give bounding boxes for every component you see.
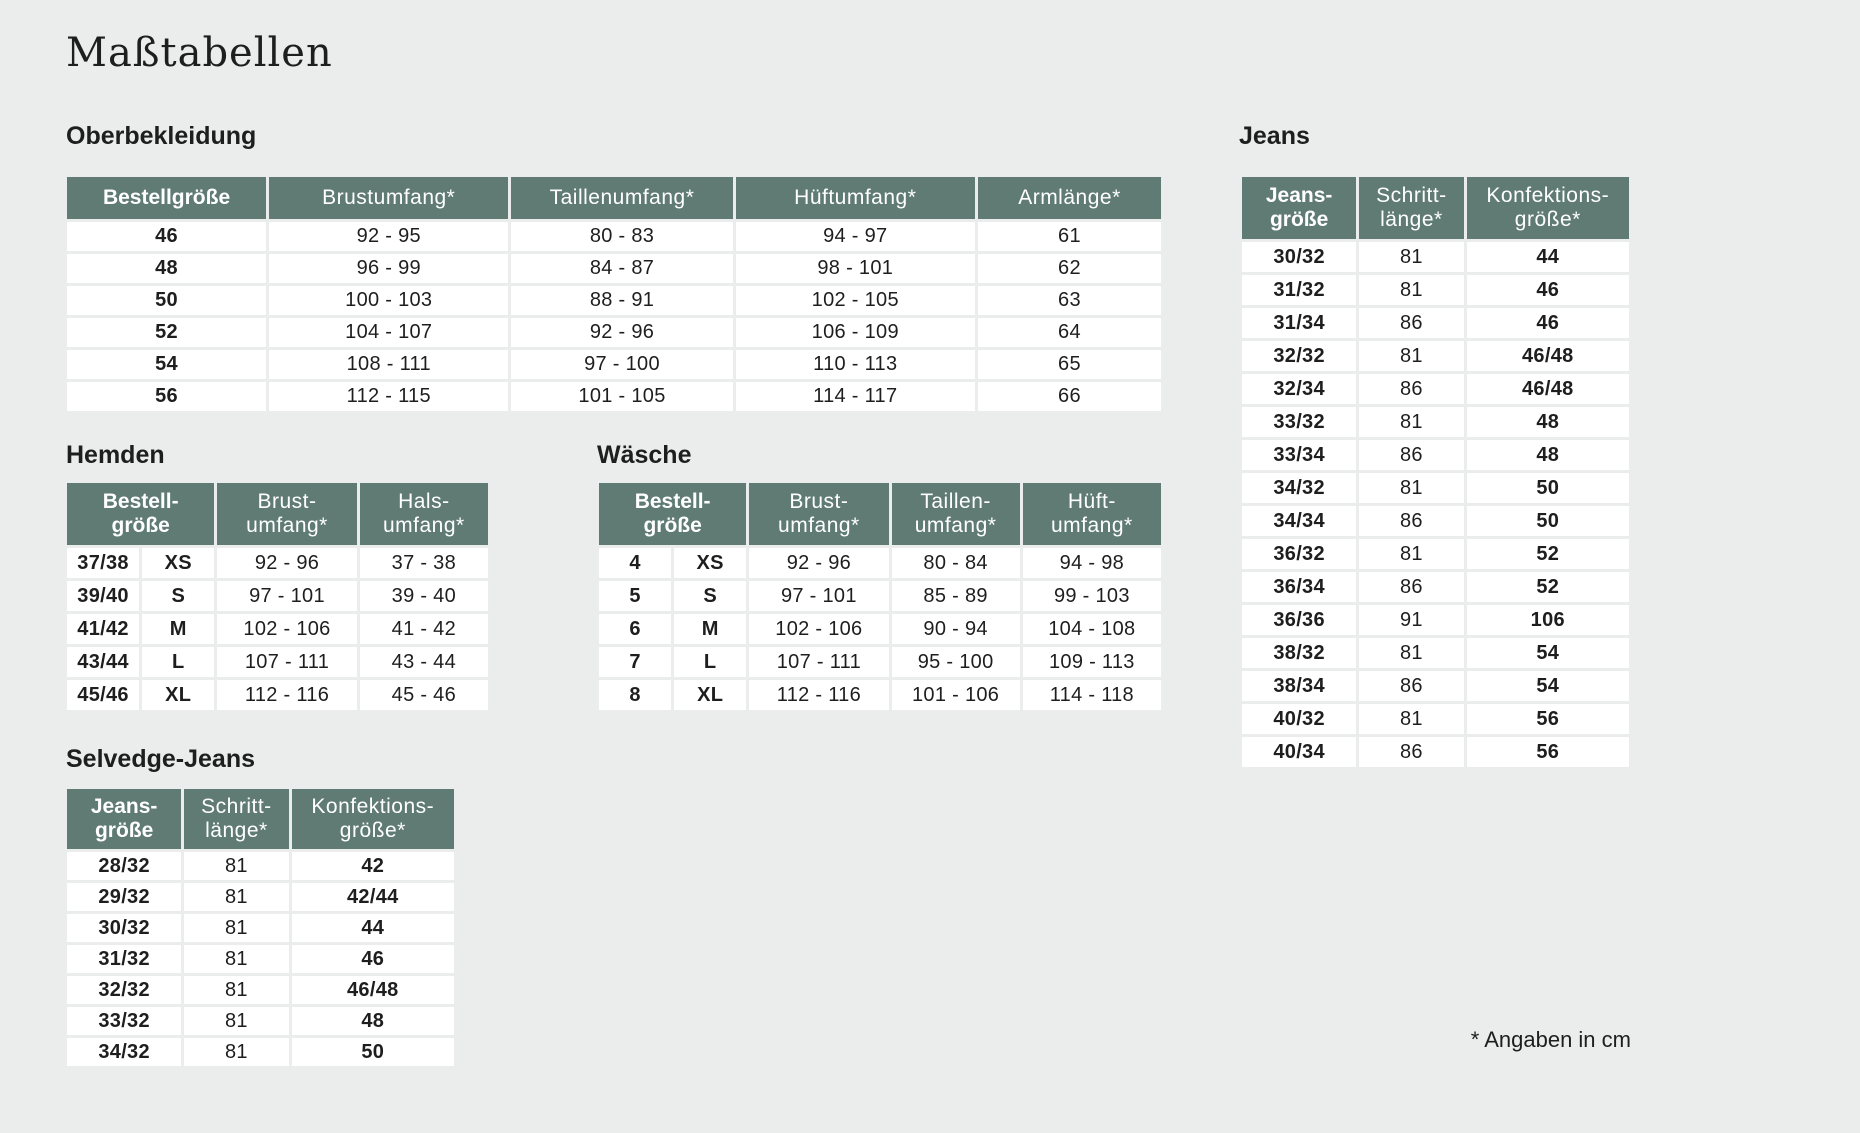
table-row [1242,539,1629,569]
table-row [67,548,488,578]
table-row [67,286,1161,315]
header-jeansgroesse: Jeans- größe [1242,177,1356,239]
table-cell: 84 - 87 [511,254,732,283]
table-cell: 38/34 [1242,671,1356,701]
table-cell: XS [142,548,214,578]
table-row [1242,308,1629,338]
header-bestellgroesse: Bestellgröße [67,177,266,219]
section-title-selvedge-jeans: Selvedge-Jeans [66,745,255,773]
header-brustumfang: Brust- umfang* [217,483,356,545]
header-bestellgroesse: Bestell- größe [67,483,214,545]
table-cell: 54 [1467,638,1629,668]
table-cell: 81 [1359,341,1463,371]
table-cell: 48 [292,1007,454,1035]
table-cell: 31/34 [1242,308,1356,338]
table-row [599,548,1161,578]
header-konfektionsgroesse: Konfektions- größe* [1467,177,1629,239]
table-cell: 106 [1467,605,1629,635]
header-jeansgroesse: Jeans- größe [67,789,181,849]
table-cell: 56 [1467,704,1629,734]
table-row [1242,506,1629,536]
table-cell: 33/32 [1242,407,1356,437]
table-row [67,222,1161,251]
table-row [599,581,1161,611]
table-cell: 4 [599,548,671,578]
table-cell: 50 [292,1038,454,1066]
table-cell: L [142,647,214,677]
table-cell: 48 [67,254,266,283]
table-cell: 52 [67,318,266,347]
table-row [67,254,1161,283]
header-schrittlaenge: Schritt- länge* [184,789,288,849]
table-cell: 86 [1359,737,1463,767]
table-cell: 81 [1359,242,1463,272]
page-title: Maßtabellen [66,30,333,76]
table-row [1242,374,1629,404]
table-cell: S [674,581,746,611]
table-row [67,680,488,710]
table-cell: 104 - 108 [1023,614,1161,644]
table-cell: 5 [599,581,671,611]
table-cell: 50 [67,286,266,315]
table-cell: 102 - 106 [217,614,356,644]
table-cell: 46/48 [1467,374,1629,404]
table-cell: 62 [978,254,1161,283]
table-row [1242,440,1629,470]
table-cell: 108 - 111 [269,350,508,379]
table-oberbekleidung [64,174,1164,414]
table-cell: 44 [1467,242,1629,272]
table-cell: 99 - 103 [1023,581,1161,611]
table-cell: 50 [1467,473,1629,503]
table-cell: 107 - 111 [749,647,888,677]
table-cell: 36/32 [1242,539,1356,569]
table-row [599,647,1161,677]
table-cell: 104 - 107 [269,318,508,347]
table-cell: 86 [1359,308,1463,338]
table-cell: 45/46 [67,680,139,710]
table-row [67,914,454,942]
table-row [1242,407,1629,437]
table-row [67,945,454,973]
table-cell: 102 - 106 [749,614,888,644]
table-cell: 42 [292,852,454,880]
table-cell: 48 [1467,440,1629,470]
table-cell: 41 - 42 [360,614,488,644]
table-cell: 34/34 [1242,506,1356,536]
table-jeans [1239,174,1632,770]
table-cell: 64 [978,318,1161,347]
table-cell: 32/34 [1242,374,1356,404]
table-row [67,382,1161,411]
table-cell: 46/48 [292,976,454,1004]
header-taillenumfang: Taillenumfang* [511,177,732,219]
section-title-jeans: Jeans [1239,122,1310,150]
table-cell: 100 - 103 [269,286,508,315]
table-row [1242,671,1629,701]
table-cell: 40/34 [1242,737,1356,767]
table-cell: 102 - 105 [736,286,975,315]
table-cell: 39 - 40 [360,581,488,611]
table-cell: 38/32 [1242,638,1356,668]
table-cell: 114 - 118 [1023,680,1161,710]
table-cell: XL [142,680,214,710]
table-cell: 86 [1359,671,1463,701]
table-cell: 81 [1359,638,1463,668]
table-row [67,581,488,611]
table-cell: 28/32 [67,852,181,880]
table-cell: 94 - 97 [736,222,975,251]
table-cell: 6 [599,614,671,644]
table-cell: 112 - 115 [269,382,508,411]
table-cell: 45 - 46 [360,680,488,710]
table-cell: L [674,647,746,677]
section-title-oberbekleidung: Oberbekleidung [66,122,257,150]
table-row [67,350,1161,379]
table-cell: M [674,614,746,644]
table-cell: 7 [599,647,671,677]
table-cell: S [142,581,214,611]
header-konfektionsgroesse: Konfektions- größe* [292,789,454,849]
table-cell: 48 [1467,407,1629,437]
table-cell: 34/32 [1242,473,1356,503]
footnote-units: * Angaben in cm [1470,1027,1631,1052]
table-cell: 81 [184,883,288,911]
table-waesche [596,480,1164,713]
table-cell: 31/32 [1242,275,1356,305]
table-cell: 56 [1467,737,1629,767]
table-cell: 91 [1359,605,1463,635]
table-cell: 92 - 96 [749,548,888,578]
table-row [1242,638,1629,668]
table-cell: XL [674,680,746,710]
table-cell: 43/44 [67,647,139,677]
table-cell: 97 - 101 [217,581,356,611]
table-cell: 114 - 117 [736,382,975,411]
table-cell: 110 - 113 [736,350,975,379]
table-row [1242,242,1629,272]
table-cell: 66 [978,382,1161,411]
table-cell: 85 - 89 [892,581,1020,611]
table-cell: M [142,614,214,644]
table-row [67,1007,454,1035]
table-cell: 31/32 [67,945,181,973]
table-cell: 44 [292,914,454,942]
table-cell: 81 [184,914,288,942]
table-cell: 95 - 100 [892,647,1020,677]
section-title-waesche: Wäsche [597,441,692,469]
table-cell: 98 - 101 [736,254,975,283]
section-title-hemden: Hemden [66,441,165,469]
table-cell: 92 - 96 [217,548,356,578]
table-cell: 39/40 [67,581,139,611]
table-cell: 112 - 116 [749,680,888,710]
table-cell: 54 [67,350,266,379]
table-cell: 32/32 [67,976,181,1004]
header-armlaenge: Armlänge* [978,177,1161,219]
table-row [599,680,1161,710]
table-cell: 86 [1359,572,1463,602]
header-halsumfang: Hals- umfang* [360,483,488,545]
table-hemden [64,480,491,713]
table-cell: 43 - 44 [360,647,488,677]
table-cell: 40/32 [1242,704,1356,734]
table-cell: 107 - 111 [217,647,356,677]
table-cell: 41/42 [67,614,139,644]
table-row [1242,275,1629,305]
table-cell: 94 - 98 [1023,548,1161,578]
table-cell: 81 [1359,704,1463,734]
table-cell: 81 [1359,539,1463,569]
table-cell: XS [674,548,746,578]
header-brustumfang: Brustumfang* [269,177,508,219]
table-cell: 92 - 96 [511,318,732,347]
header-taillenumfang: Taillen- umfang* [892,483,1020,545]
table-cell: 101 - 106 [892,680,1020,710]
table-row [1242,572,1629,602]
table-cell: 34/32 [67,1038,181,1066]
table-cell: 46 [1467,308,1629,338]
table-row [1242,704,1629,734]
header-bestellgroesse: Bestell- größe [599,483,746,545]
table-cell: 8 [599,680,671,710]
table-cell: 109 - 113 [1023,647,1161,677]
header-brustumfang: Brust- umfang* [749,483,888,545]
table-row [67,614,488,644]
table-cell: 86 [1359,374,1463,404]
table-cell: 81 [184,852,288,880]
table-row [67,852,454,880]
table-selvedge-jeans [64,786,457,1069]
table-cell: 106 - 109 [736,318,975,347]
table-cell: 30/32 [67,914,181,942]
table-cell: 81 [184,945,288,973]
table-cell: 88 - 91 [511,286,732,315]
table-cell: 81 [1359,407,1463,437]
table-cell: 80 - 83 [511,222,732,251]
table-row [1242,605,1629,635]
table-cell: 33/32 [67,1007,181,1035]
table-row [67,318,1161,347]
table-row [67,883,454,911]
table-cell: 36/36 [1242,605,1356,635]
table-row [67,1038,454,1066]
table-cell: 46 [67,222,266,251]
table-cell: 46 [292,945,454,973]
table-cell: 97 - 101 [749,581,888,611]
table-cell: 92 - 95 [269,222,508,251]
table-cell: 37 - 38 [360,548,488,578]
table-cell: 50 [1467,506,1629,536]
table-cell: 97 - 100 [511,350,732,379]
table-cell: 90 - 94 [892,614,1020,644]
table-cell: 46 [1467,275,1629,305]
table-cell: 65 [978,350,1161,379]
table-cell: 36/34 [1242,572,1356,602]
table-row [1242,737,1629,767]
table-cell: 81 [1359,473,1463,503]
table-cell: 46/48 [1467,341,1629,371]
table-cell: 29/32 [67,883,181,911]
table-cell: 54 [1467,671,1629,701]
table-cell: 61 [978,222,1161,251]
table-cell: 112 - 116 [217,680,356,710]
table-row [1242,341,1629,371]
table-cell: 52 [1467,572,1629,602]
table-cell: 30/32 [1242,242,1356,272]
table-cell: 86 [1359,440,1463,470]
table-cell: 33/34 [1242,440,1356,470]
table-cell: 81 [1359,275,1463,305]
table-row [67,976,454,1004]
table-cell: 56 [67,382,266,411]
table-cell: 81 [184,1038,288,1066]
header-hueftumfang: Hüft- umfang* [1023,483,1161,545]
header-schrittlaenge: Schritt- länge* [1359,177,1463,239]
table-row [67,647,488,677]
table-cell: 37/38 [67,548,139,578]
table-cell: 81 [184,1007,288,1035]
table-row [1242,473,1629,503]
table-row [599,614,1161,644]
table-cell: 63 [978,286,1161,315]
table-cell: 86 [1359,506,1463,536]
table-cell: 80 - 84 [892,548,1020,578]
table-cell: 101 - 105 [511,382,732,411]
header-hueftumfang: Hüftumfang* [736,177,975,219]
table-cell: 32/32 [1242,341,1356,371]
table-cell: 42/44 [292,883,454,911]
table-cell: 52 [1467,539,1629,569]
table-cell: 81 [184,976,288,1004]
table-cell: 96 - 99 [269,254,508,283]
